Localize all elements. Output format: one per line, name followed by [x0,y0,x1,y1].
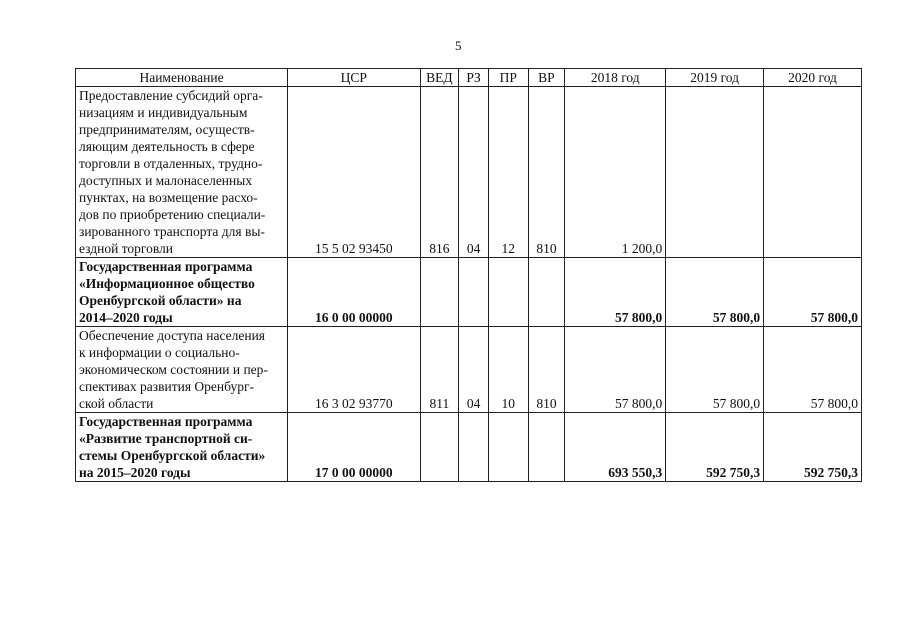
header-rz: РЗ [459,69,489,87]
row-name-line: ской области [79,396,154,411]
row-vr [528,258,565,327]
row-csr: 16 3 02 93770 [288,327,421,413]
row-2018: 1 200,0 [565,87,666,258]
row-2020: 57 800,0 [764,327,862,413]
row-2019: 592 750,3 [666,413,764,482]
row-ved [420,258,459,327]
row-2019: 57 800,0 [666,258,764,327]
row-name-line: низациям и индивидуальным [79,105,248,120]
row-2019: 57 800,0 [666,327,764,413]
row-csr: 15 5 02 93450 [288,87,421,258]
row-ved [420,413,459,482]
header-ved: ВЕД [420,69,459,87]
row-2018: 57 800,0 [565,327,666,413]
row-2020: 592 750,3 [764,413,862,482]
header-name: Наименование [76,69,288,87]
row-vr [528,413,565,482]
row-name-line: Оренбургской области» на [79,293,242,308]
row-rz [459,413,489,482]
table-row [76,413,862,482]
row-name-line: зированного транспорта для вы- [79,224,265,239]
row-name [76,87,288,258]
row-2018: 57 800,0 [565,258,666,327]
row-name-line: спективах развития Оренбург- [79,379,255,394]
header-2018: 2018 год [565,69,666,87]
row-vr: 810 [528,327,565,413]
row-csr: 17 0 00 00000 [288,413,421,482]
row-name [76,258,288,327]
row-name-line: Предоставление субсидий орга- [79,88,263,103]
row-name-line: дов по приобретению специали- [79,207,266,222]
row-name-line: доступных и малонаселенных [79,173,253,188]
row-name-line: торговли в отдаленных, трудно- [79,156,263,171]
row-pr: 10 [488,327,528,413]
row-name-line: Государственная программа [79,414,253,429]
header-csr: ЦСР [288,69,421,87]
row-vr: 810 [528,87,565,258]
row-pr: 12 [488,87,528,258]
row-name-line: «Информационное общество [79,276,255,291]
row-rz: 04 [459,87,489,258]
row-name [76,413,288,482]
header-vr: ВР [528,69,565,87]
row-name-line: 2014–2020 годы [79,310,173,325]
table-row [76,258,862,327]
table-row [76,87,862,258]
row-name-line: пунктах, на возмещение расхо- [79,190,258,205]
row-rz: 04 [459,327,489,413]
row-name-line: к информации о социально- [79,345,240,360]
row-name-line: ляющим деятельность в сфере [79,139,255,154]
header-2020: 2020 год [764,69,862,87]
row-name-line: стемы Оренбургской области» [79,448,266,463]
page-number: 5 [455,38,462,53]
row-name-line: ездной торговли [79,241,174,256]
header-2019: 2019 год [666,69,764,87]
row-name-line: на 2015–2020 годы [79,465,191,480]
row-2020 [764,87,862,258]
budget-table [75,68,862,482]
header-row [76,69,862,87]
row-csr: 16 0 00 00000 [288,258,421,327]
row-name-line: Обеспечение доступа населения [79,328,266,343]
row-name-line: Государственная программа [79,259,253,274]
row-rz [459,258,489,327]
row-ved: 816 [420,87,459,258]
row-name-line: экономическом состоянии и пер- [79,362,268,377]
row-pr [488,413,528,482]
row-ved: 811 [420,327,459,413]
row-2018: 693 550,3 [565,413,666,482]
header-pr: ПР [488,69,528,87]
row-name-line: предпринимателям, осуществ- [79,122,255,137]
row-name [76,327,288,413]
row-2019 [666,87,764,258]
table-row [76,327,862,413]
row-pr [488,258,528,327]
row-2020: 57 800,0 [764,258,862,327]
row-name-line: «Развитие транспортной си- [79,431,253,446]
